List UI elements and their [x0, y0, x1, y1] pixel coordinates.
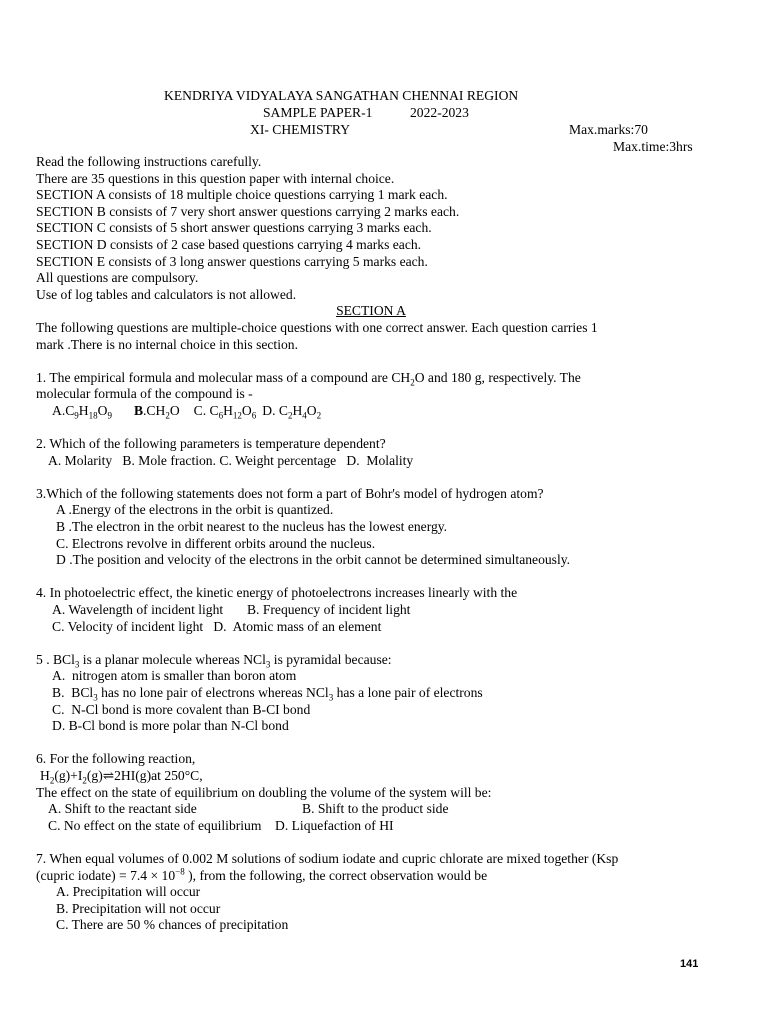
- paper-body: [36, 154, 736, 934]
- question-4-text: 4. In photoelectric effect, the kinetic energy of photoelectrons increases linearly with the: [36, 585, 518, 601]
- instruction-line: Read the following instructions carefully.: [36, 154, 262, 169]
- question-2-options: A. Molarity B. Mole fraction. C. Weight percentage D. Molality: [48, 452, 414, 468]
- option-b: B. Precipitation will not occur: [56, 900, 221, 916]
- option-a: A. nitrogen atom is smaller than boron atom: [52, 668, 297, 684]
- question-1-text-cont: molecular formula of the compound is -: [36, 386, 253, 402]
- option-a: A .Energy of the electrons in the orbit is quantized.: [56, 502, 334, 518]
- instruction-line: All questions are compulsory.: [36, 270, 199, 286]
- question-7-ksp: (cupric iodate) = $7.4 \times 10^{-8}$ ), from the following, the correct observation would be: [36, 866, 488, 883]
- instruction-line: SECTION E consists of 3 long answer questions carrying 5 marks each.: [36, 253, 428, 269]
- header-org: KENDRIYA VIDYALAYA SANGATHAN CHENNAI REGION: [164, 88, 519, 103]
- option-b: B. Shift to the product side: [302, 801, 449, 817]
- option-a: $A.C_9H_{18}O_9$: [52, 402, 112, 421]
- option-c: C. N-Cl bond is more covalent than B-CI bond: [52, 701, 311, 717]
- section-a-intro: The following questions are multiple-choice questions with one correct answer. Each question carries 1: [36, 319, 598, 335]
- option-c: C. Electrons revolve in different orbits around the nucleus.: [56, 535, 376, 551]
- instruction-line: There are 35 questions in this question paper with internal choice.: [36, 170, 395, 186]
- question-4-options-ab: A. Wavelength of incident light B. Frequency of incident light: [52, 602, 411, 618]
- reaction-equation: $H_2(g)+I_2(g)\rightleftharpoons 2HI(g)at$ 250°C,: [40, 767, 203, 786]
- question-4-options-cd: C. Velocity of incident light D. Atomic mass of an element: [52, 618, 382, 634]
- question-6-text: 6. For the following reaction,: [36, 751, 196, 767]
- question-6-effect: The effect on the state of equilibrium on doubling the volume of the system will be:: [36, 784, 492, 800]
- question-7-text: 7. When equal volumes of 0.002 M solutions of sodium iodate and cupric chlorate are mixed together (Ksp: [36, 850, 619, 866]
- question-1-options: [36, 403, 736, 420]
- option-d: D. B-Cl bond is more polar than N-Cl bond: [52, 718, 289, 734]
- header-max-time: Max.time:3hrs: [613, 139, 693, 154]
- header-year: 2022-2023: [410, 105, 469, 120]
- option-b: B .The electron in the orbit nearest to the nucleus has the lowest energy.: [56, 519, 448, 535]
- instruction-line: SECTION A consists of 18 multiple choice questions carrying 1 mark each.: [36, 187, 448, 203]
- section-a-intro: mark .There is no internal choice in this section.: [36, 336, 298, 352]
- option-c: C. There are 50 % chances of precipitation: [56, 917, 289, 933]
- option-d: D .The position and velocity of the electrons in the orbit cannot be determined simultaneously.: [56, 552, 571, 568]
- section-a-title: SECTION A: [336, 303, 406, 319]
- question-1-text: 1. The empirical formula and molecular mass of a compound are $CH_2O$ and 180 g, respectively. The: [36, 369, 581, 388]
- header-subject: XI- CHEMISTRY: [250, 122, 351, 137]
- header-paper: SAMPLE PAPER-1: [263, 105, 373, 120]
- option-c: C. $C_6H_{12}O_6$: [193, 402, 257, 421]
- option-a: A. Shift to the reactant side: [48, 801, 197, 817]
- option-b: $B.CH_2O$: [133, 402, 180, 421]
- instruction-line: SECTION C consists of 5 short answer questions carrying 3 marks each.: [36, 220, 432, 236]
- instruction-line: Use of log tables and calculators is not allowed.: [36, 286, 297, 302]
- question-3-text: 3.Which of the following statements does not form a part of Bohr's model of hydrogen atom?: [36, 485, 544, 501]
- question-5-text: 5 . BCl$_3$ is a planar molecule whereas NCl$_3$ is pyramidal because:: [36, 651, 392, 670]
- question-6-options-ab: [36, 801, 736, 818]
- page-number: 141: [680, 958, 699, 970]
- option-a: A. Precipitation will occur: [56, 884, 201, 900]
- question-6-options-cd: C. No effect on the state of equilibrium D. Liquefaction of HI: [48, 817, 394, 833]
- instruction-line: SECTION B consists of 7 very short answer questions carrying 2 marks each.: [36, 203, 460, 219]
- instruction-line: SECTION D consists of 2 case based questions carrying 4 marks each.: [36, 236, 422, 252]
- option-b: B. BCl$_3$ has no lone pair of electrons whereas NCl$_3$ has a lone pair of electrons: [52, 685, 483, 703]
- question-2-text: 2. Which of the following parameters is temperature dependent?: [36, 436, 386, 452]
- section-a-heading: [36, 303, 706, 320]
- header-max-marks: Max.marks:70: [569, 122, 648, 137]
- option-d: D. $C_2H_4O_2$: [262, 402, 322, 421]
